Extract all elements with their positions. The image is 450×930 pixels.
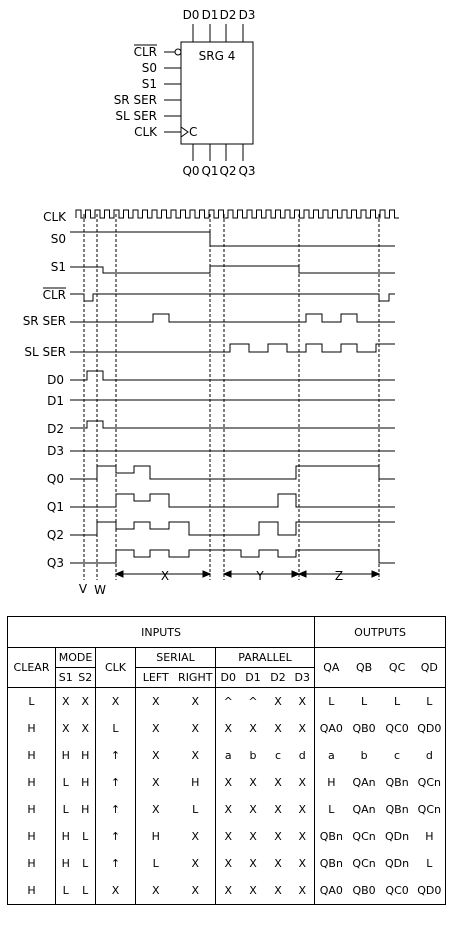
table-cell: a: [315, 742, 348, 769]
function-table: [7, 616, 446, 905]
slser-waveform: [70, 344, 395, 352]
clr-waveform: [70, 294, 395, 301]
clk-waveform: [76, 210, 399, 218]
pin-clr-label: CLR: [133, 45, 157, 59]
table-cell: X: [291, 877, 315, 905]
table-cell: X: [96, 688, 136, 716]
table-cell: ↑: [96, 769, 136, 796]
table-cell: H: [56, 742, 76, 769]
d2-waveform: [70, 421, 395, 428]
table-row: [8, 769, 446, 796]
interval-y-label: Y: [256, 569, 264, 583]
table-cell: QA0: [315, 715, 348, 742]
table-cell: QB0: [352, 722, 376, 735]
s0-waveform: [70, 232, 395, 246]
table-cell: X: [56, 715, 76, 742]
table-cell: c: [274, 749, 282, 762]
clear-header: CLEAR: [8, 648, 56, 688]
clock-pin-label: C: [189, 125, 198, 139]
table-cell: X: [249, 857, 257, 870]
table-cell: QDn: [385, 857, 410, 870]
s1-waveform: [70, 266, 395, 273]
s2-header: S2: [76, 668, 96, 688]
table-cell: H: [8, 823, 56, 850]
pin-d3-label: D3: [238, 8, 256, 22]
d0-header: D0: [216, 668, 241, 688]
table-cell: X: [56, 688, 76, 716]
table-cell: X: [274, 803, 282, 816]
table-cell: L: [56, 877, 76, 905]
table-cell: X: [76, 688, 96, 716]
pin-q3-label: Q3: [238, 164, 256, 178]
qc-header: QC: [381, 648, 414, 688]
table-row: [8, 877, 446, 905]
table-cell: H: [176, 769, 216, 796]
table-row: [8, 715, 446, 742]
sig-s0-label: S0: [50, 232, 66, 246]
clr-bubble: [175, 49, 181, 55]
table-cell: QAn: [352, 803, 376, 816]
table-cell: X: [136, 877, 176, 905]
table-cell: QA0: [315, 877, 348, 905]
table-cell: X: [274, 857, 282, 870]
table-cell: QD0: [414, 715, 446, 742]
sig-clk-label: CLK: [43, 210, 66, 224]
table-cell: X: [176, 877, 216, 905]
table-cell: H: [8, 877, 56, 905]
table-cell: X: [176, 715, 216, 742]
table-cell: X: [291, 796, 315, 823]
table-cell: H: [76, 769, 96, 796]
table-cell: H: [315, 769, 348, 796]
table-cell: H: [8, 742, 56, 769]
table-cell: L: [414, 850, 446, 877]
table-cell: L: [76, 823, 96, 850]
interval-z-label: Z: [334, 569, 344, 583]
table-cell: QCn: [414, 796, 446, 823]
pin-d0-label: D0: [182, 8, 200, 22]
table-cell: L: [315, 688, 348, 716]
table-cell: QAn: [352, 776, 376, 789]
sig-q2-label: Q2: [46, 528, 64, 542]
table-cell: H: [8, 796, 56, 823]
table-cell: X: [249, 722, 257, 735]
table-cell: L: [414, 688, 446, 716]
table-cell: X: [136, 688, 176, 716]
table-cell: X: [249, 803, 257, 816]
table-cell: X: [136, 769, 176, 796]
s1-header: S1: [56, 668, 76, 688]
table-cell: X: [216, 769, 241, 796]
table-cell: X: [216, 877, 241, 905]
table-cell: QC0: [381, 877, 414, 905]
table-cell: c: [394, 749, 401, 762]
pin-q0-label: Q0: [182, 164, 200, 178]
table-cell: a: [216, 742, 241, 769]
table-cell: X: [291, 769, 315, 796]
table-cell: QC0: [385, 722, 409, 735]
pin-slser-label: SL SER: [115, 109, 157, 123]
table-cell: L: [136, 850, 176, 877]
table-row: [8, 688, 446, 716]
pin-srser-label: SR SER: [113, 93, 157, 107]
table-cell: L: [394, 695, 401, 708]
timing-diagram: [23, 210, 399, 597]
outputs-header: OUTPUTS: [315, 617, 446, 648]
table-cell: X: [266, 877, 291, 905]
table-cell: X: [274, 695, 282, 708]
table-cell: H: [56, 850, 76, 877]
table-cell: L: [8, 688, 56, 716]
pin-s1-label: S1: [141, 77, 157, 91]
table-cell: ↑: [96, 823, 136, 850]
table-cell: ↑: [96, 796, 136, 823]
table-cell: QCn: [352, 857, 376, 870]
table-cell: QBn: [385, 803, 409, 816]
table-cell: X: [274, 830, 282, 843]
table-cell: H: [76, 742, 96, 769]
q2-waveform: [70, 522, 395, 535]
table-cell: H: [8, 715, 56, 742]
table-cell: L: [96, 715, 136, 742]
sig-q0-label: Q0: [46, 472, 64, 486]
table-cell: H: [414, 823, 446, 850]
table-row: [8, 796, 446, 823]
pin-q2-label: Q2: [219, 164, 237, 178]
parallel-header: PARALLEL: [216, 648, 315, 668]
table-cell: QDn: [385, 830, 410, 843]
table-cell: b: [360, 749, 368, 762]
table-cell: X: [136, 715, 176, 742]
srg4-symbol: [114, 8, 256, 178]
sig-srser-label: SR SER: [22, 314, 66, 328]
sig-s1-label: S1: [50, 260, 66, 274]
sig-q3-label: Q3: [46, 556, 64, 570]
table-cell: L: [76, 877, 96, 905]
table-cell: L: [56, 769, 76, 796]
qb-header: QB: [348, 648, 381, 688]
table-cell: X: [249, 776, 257, 789]
q3-waveform: [70, 550, 395, 563]
table-cell: d: [291, 742, 315, 769]
table-cell: X: [274, 722, 282, 735]
sig-clr-label: CLR: [42, 288, 66, 302]
srser-waveform: [70, 314, 395, 322]
d1-header: D1: [241, 668, 266, 688]
table-cell: QBn: [315, 823, 348, 850]
table-cell: X: [136, 742, 176, 769]
d2-header: D2: [266, 668, 291, 688]
table-cell: X: [274, 776, 282, 789]
inputs-header: INPUTS: [8, 617, 315, 648]
sig-d2-label: D2: [47, 422, 64, 436]
marker-w-label: W: [94, 583, 106, 597]
interval-x-label: X: [160, 569, 170, 583]
serial-header: SERIAL: [136, 648, 216, 668]
table-cell: QCn: [414, 769, 446, 796]
table-cell: X: [291, 823, 315, 850]
table-cell: QBn: [315, 850, 348, 877]
table-cell: L: [76, 850, 96, 877]
table-cell: QB0: [348, 877, 381, 905]
qa-header: QA: [315, 648, 348, 688]
q1-waveform: [70, 494, 395, 507]
sig-d1-label: D1: [47, 394, 64, 408]
table-cell: ↑: [96, 850, 136, 877]
marker-v-label: V: [78, 582, 88, 596]
table-cell: X: [96, 877, 136, 905]
table-cell: ^: [248, 695, 258, 708]
qd-header: QD: [414, 648, 446, 688]
pin-d2-label: D2: [219, 8, 237, 22]
table-cell: X: [216, 850, 241, 877]
sig-d0-label: D0: [47, 373, 64, 387]
symbol-title: SRG 4: [198, 49, 236, 63]
table-cell: X: [176, 688, 216, 716]
table-cell: L: [56, 796, 76, 823]
table-cell: ↑: [96, 742, 136, 769]
d3-header: D3: [291, 668, 315, 688]
sig-slser-label: SL SER: [24, 345, 66, 359]
table-cell: X: [176, 823, 216, 850]
table-cell: X: [76, 715, 96, 742]
table-cell: X: [249, 830, 257, 843]
pin-d1-label: D1: [201, 8, 219, 22]
q0-waveform: [70, 466, 395, 479]
right-header: RIGHT: [176, 668, 216, 688]
table-cell: QBn: [385, 776, 409, 789]
clk-header: CLK: [96, 648, 136, 688]
table-cell: H: [76, 796, 96, 823]
table-cell: H: [136, 823, 176, 850]
table-row: [8, 742, 446, 769]
mode-header: MODE: [56, 648, 96, 668]
clock-triangle: [181, 127, 188, 137]
table-cell: H: [8, 850, 56, 877]
table-cell: QCn: [352, 830, 376, 843]
table-cell: X: [176, 742, 216, 769]
table-cell: X: [291, 715, 315, 742]
table-cell: X: [136, 796, 176, 823]
table-cell: X: [216, 823, 241, 850]
sig-d3-label: D3: [47, 444, 64, 458]
table-cell: X: [216, 796, 241, 823]
table-cell: X: [241, 877, 266, 905]
pin-clk-label: CLK: [134, 125, 157, 139]
table-cell: X: [176, 850, 216, 877]
table-cell: X: [291, 850, 315, 877]
table-cell: QD0: [414, 877, 446, 905]
table-cell: d: [414, 742, 446, 769]
left-header: LEFT: [136, 668, 176, 688]
table-cell: L: [176, 796, 216, 823]
table-cell: H: [56, 823, 76, 850]
table-row: [8, 850, 446, 877]
table-cell: H: [8, 769, 56, 796]
table-cell: ^: [216, 688, 241, 716]
table-cell: L: [315, 796, 348, 823]
table-cell: X: [216, 715, 241, 742]
sig-q1-label: Q1: [46, 500, 64, 514]
pin-q1-label: Q1: [201, 164, 219, 178]
table-cell: L: [361, 695, 368, 708]
d0-waveform: [70, 371, 395, 380]
table-cell: X: [291, 688, 315, 716]
table-row: [8, 823, 446, 850]
pin-s0-label: S0: [141, 61, 157, 75]
table-cell: b: [249, 749, 257, 762]
